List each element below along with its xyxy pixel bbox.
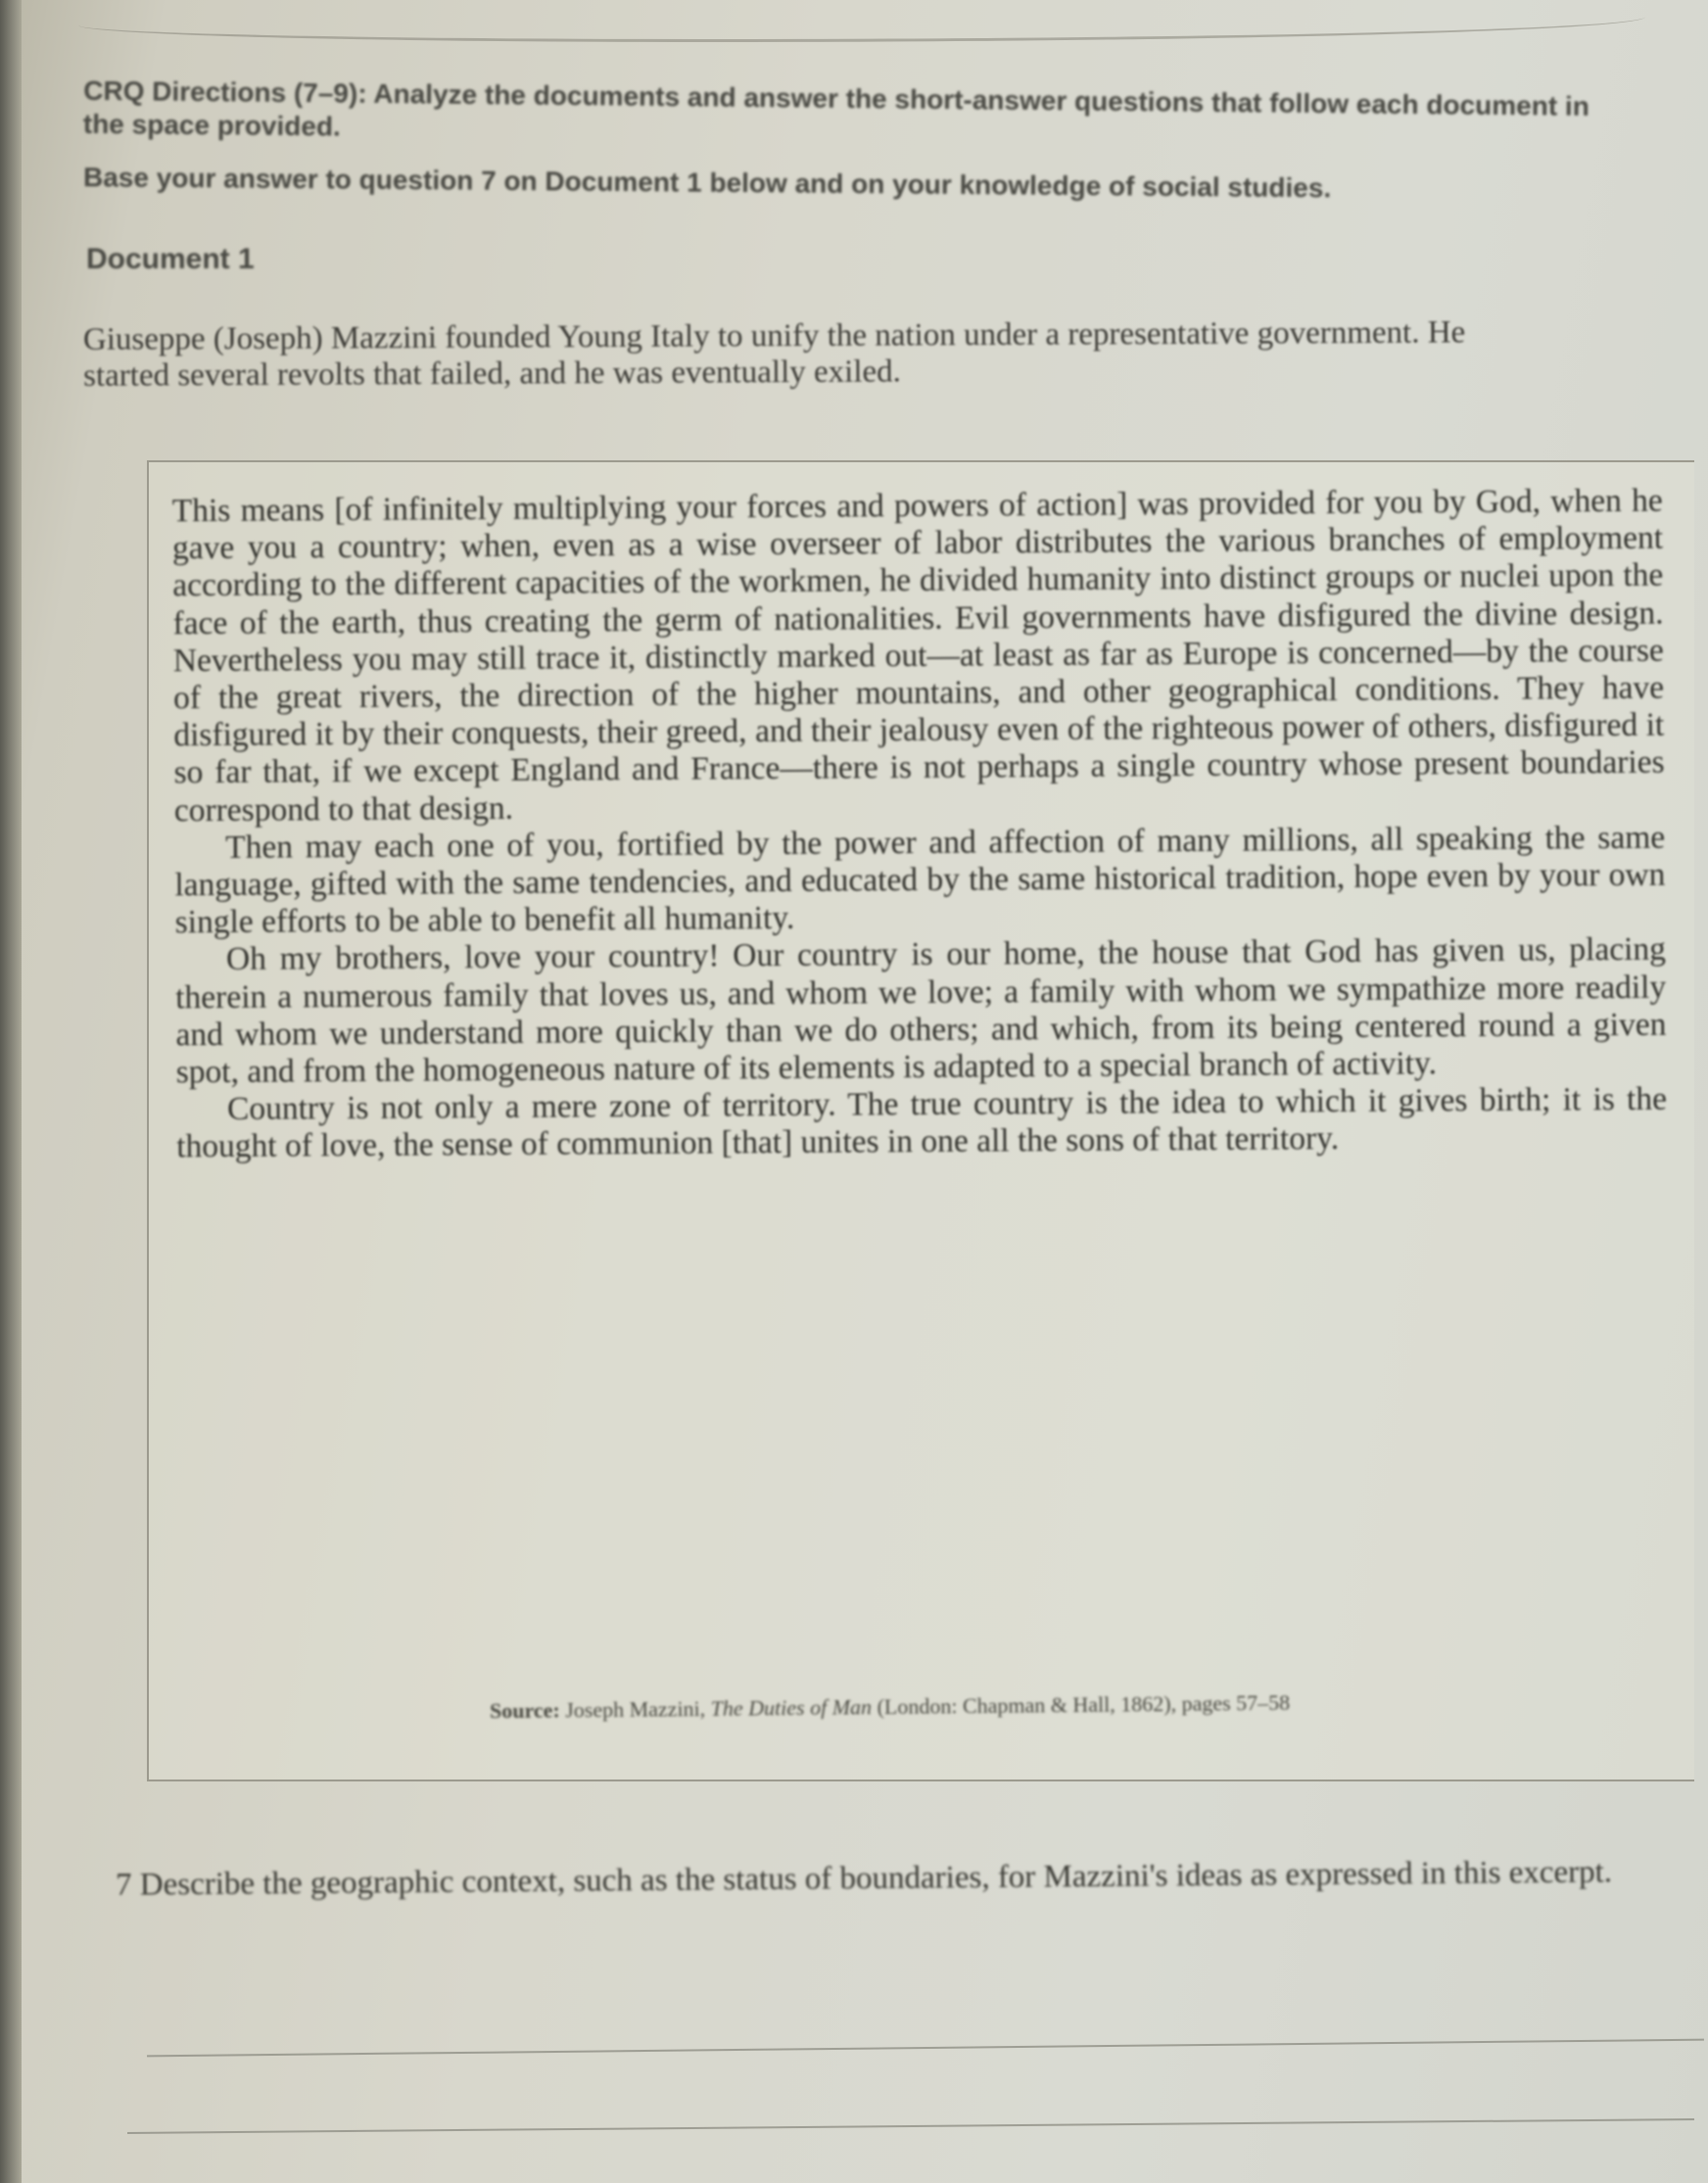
answer-line[interactable]	[127, 2118, 1694, 2134]
page-edge-shadow	[0, 0, 22, 2183]
excerpt	[172, 483, 1668, 1166]
source-label: Source:	[489, 1697, 560, 1724]
excerpt-paragraph: This means [of infinitely multiplying your forces and powers of action] was provided for you by God, when he gave you a country; when, even as a wise overseer of labor distributes the various branches of employment according to the different capacities of the workmen, he divided humanity into distinct groups or nuclei upon the face of the earth, thus creating the germ of nationalities. Evil governments have disfigured the divine design. Nevertheless you may still trace it, distinctly marked out—at least as far as Europe is concerned—by the course of the great rivers, the direction of the higher mountains, and other geographical conditions. They have disfigured it by their conquests, their greed, and their jealousy even of the righteous power of others, disfigured it so far that, if we except England and France—there is not perhaps a single country whose present boundaries correspond to that design.	[171, 482, 1665, 829]
excerpt-paragraph: Then may each one of you, fortified by the power and affection of many millions, all speaking the same language, gifted with the same tendencies, and educated by the same historical tradition, hope even by your own single efforts to be able to benefit all humanity.	[174, 819, 1666, 941]
question-text: Describe the geographic context, such as the status of boundaries, for Mazzini's ideas as expressed in this excerpt.	[139, 1854, 1613, 1903]
base-instruction: Base your answer to question 7 on Document 1 below and on your knowledge of social studies.	[82, 162, 1332, 204]
source-title: The Duties of Man	[710, 1694, 873, 1721]
source-author: Joseph Mazzini,	[565, 1695, 706, 1723]
source-details: (London: Chapman & Hall, 1862), pages 57–58	[877, 1689, 1291, 1720]
document-title: Document 1	[86, 243, 255, 275]
question-7	[116, 1836, 1644, 1921]
question-number: 7	[115, 1867, 132, 1903]
directions-text: Analyze the documents and answer the short-answer questions that follow each document in the space provided.	[82, 77, 1589, 142]
directions	[83, 74, 1612, 157]
directions-label: CRQ Directions (7–9):	[83, 74, 367, 109]
answer-line[interactable]	[147, 2039, 1704, 2058]
document-intro: Giuseppe (Joseph) Mazzini founded Young Italy to unify the nation under a representative government. He started several revolts that failed, and he was eventually exiled.	[82, 314, 1466, 394]
excerpt-paragraph: Oh my brothers, love your country! Our country is our home, the house that God has given us, placing therein a numerous family that loves us, and whom we love; a family with whom we sympathize more readily and whom we understand more quickly than we do others; and which, from its being centered round a given spot, and from the homogeneous nature of its elements is adapted to a special branch of activity.	[175, 931, 1667, 1091]
excerpt-paragraph: Country is not only a mere zone of territory. The true country is the idea to which it gives birth; it is the thought of love, the sense of communion [that] unites in one all the sons of that territory.	[176, 1080, 1668, 1165]
page-top-curve	[78, 0, 1645, 42]
